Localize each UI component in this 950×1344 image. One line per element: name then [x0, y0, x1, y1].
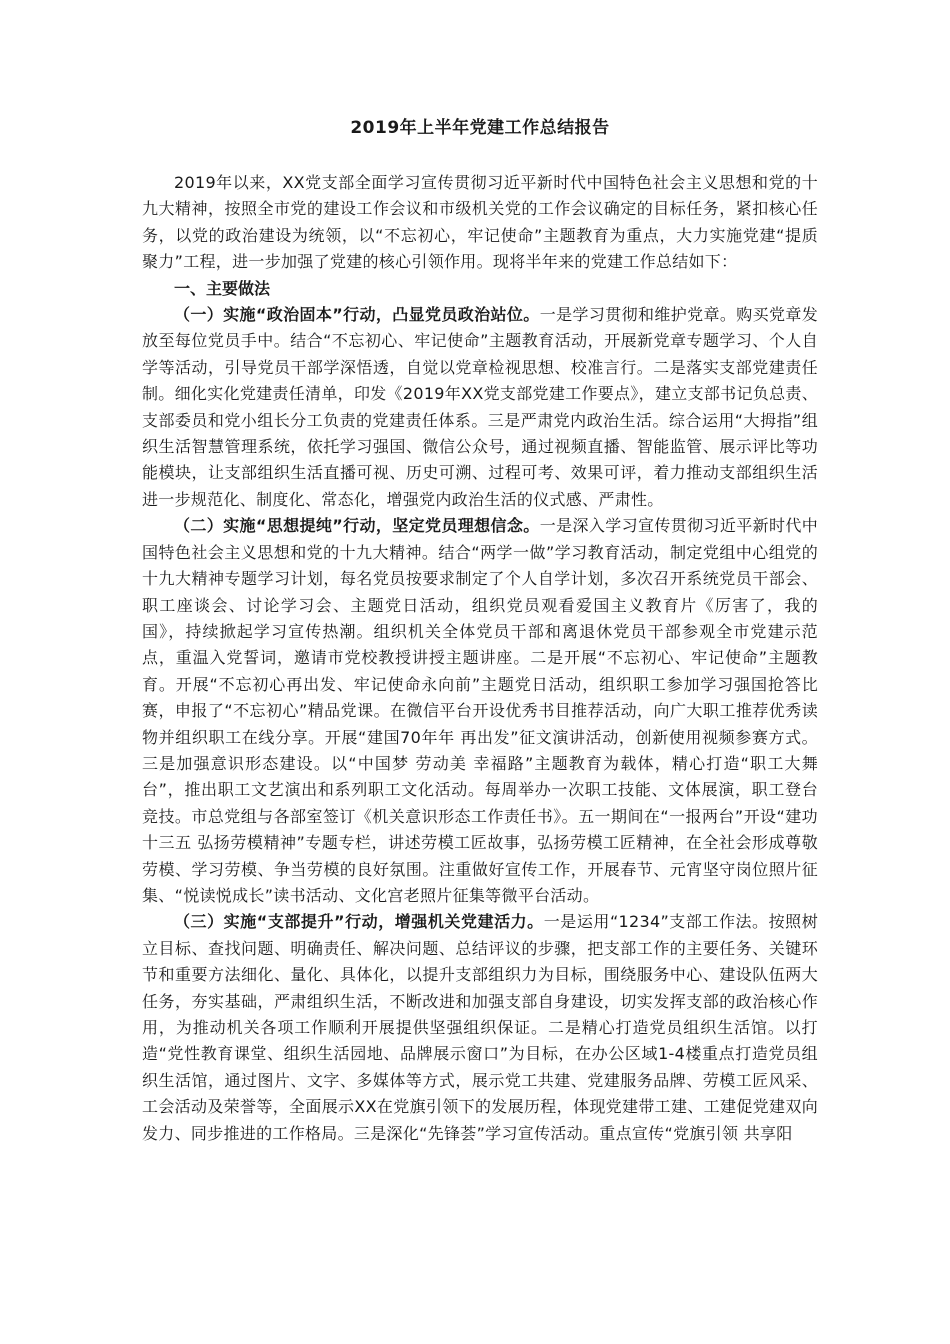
- item-lead-2: （二）实施“思想提纯”行动，坚定党员理想信念。: [174, 516, 540, 536]
- item-body-2: 一是深入学习宣传贯彻习近平新时代中国特色社会主义思想和党的十九大精神。结合“两学一做”学习教育活动，制定党组中心组党的十九大精神专题学习计划，每名党员按要求制定了个人自学计划，多次召开系统党员干部会、职工座谈会、讨论学习会、主题党日活动，组织党员观看爱国主义教育片《厉害了，我的国》，持续掀起学习宣传热潮。组织机关全体党员干部和离退休党员干部参观全市党建示范点，重温入党誓词，邀请市党校教授讲授主题讲座。二是开展“不忘初心、牢记使命”主题教育。开展“不忘初心再出发、牢记使命永向前”主题党日活动，组织职工参加学习强国抢答比赛，申报了“不忘初心”精品党课。在微信平台开设优秀书目推荐活动，向广大职工推荐优秀读物并组织职工在线分享。开展“建国70年年 再出发”征文演讲活动，创新使用视频参赛方式。三是加强意识形态建设。以“中国梦 劳动美 幸福路”主题教育为载体，精心打造“职工大舞台”，推出职工文艺演出和系列职工文化活动。每周举办一次职工技能、文体展演，职工登台竞技。市总党组与各部室签订《机关意识形态工作责任书》。五一期间在“一报两台”开设“建功十三五 弘扬劳模精神”专题专栏，讲述劳模工匠故事，弘扬劳模工匠精神，在全社会形成尊敬劳模、学习劳模、争当劳模的良好氛围。注重做好宣传工作，开展春节、元宵坚守岗位照片征集、“悦读悦成长”读书活动、文化宫老照片征集等微平台活动。: [142, 516, 818, 905]
- intro-paragraph: 2019年以来，XX党支部全面学习宣传贯彻习近平新时代中国特色社会主义思想和党的十九大精神，按照全市党的建设工作会议和市级机关党的工作会议确定的目标任务，紧扣核心任务，以党的政治建设为统领，以“不忘初心，牢记使命”主题教育为重点，大力实施党建“提质聚力”工程，进一步加强了党建的核心引领作用。现将半年来的党建工作总结如下：: [142, 173, 818, 272]
- item-body-3: 一是运用“1234”支部工作法。按照树立目标、查找问题、明确责任、解决问题、总结评议的步骤，把支部工作的主要任务、关键环节和重要方法细化、量化、具体化，以提升支部组织力为目标，围绕服务中心、建设队伍两大任务，夯实基础，严肃组织生活，不断改进和加强支部自身建设，切实发挥支部的政治核心作用，为推动机关各项工作顺利开展提供坚强组织保证。二是精心打造党员组织生活馆。以打造“党性教育课堂、组织生活园地、品牌展示窗口”为目标，在办公区域1-4楼重点打造党员组织生活馆，通过图片、文字、多媒体等方式，展示党工共建、党建服务品牌、劳模工匠风采、工会活动及荣誉等，全面展示XX在党旗引领下的发展历程，体现党建带工建、工建促党建双向发力、同步推进的工作格局。三是深化“先锋荟”学习宣传活动。重点宣传“党旗引领 共享阳: [142, 912, 819, 1143]
- section-heading-main-practices: 一、主要做法: [174, 278, 271, 298]
- document-page: [142, 116, 818, 1147]
- item-lead-3: （三）实施“支部提升”行动，增强机关党建活力。: [174, 912, 544, 932]
- item-lead-1: （一）实施“政治固本”行动，凸显党员政治站位。: [174, 305, 540, 325]
- item-paragraph-3: [142, 909, 818, 1147]
- item-body-1: 一是学习贯彻和维护党章。购买党章发放至每位党员手中。结合“不忘初心、牢记使命”主题教育活动，开展新党章专题学习、个人自学等活动，引导党员干部学深悟透，自觉以党章检视思想、校准言行。二是落实支部党建责任制。细化实化党建责任清单，印发《2019年XX党支部党建工作要点》，建立支部书记负总责、支部委员和党小组长分工负责的党建责任体系。三是严肃党内政治生活。综合运用“大拇指”组织生活智慧管理系统，依托学习强国、微信公众号，通过视频直播、智能监管、展示评比等功能模块，让支部组织生活直播可视、历史可溯、过程可考、效果可评，着力推动支部组织生活进一步规范化、制度化、常态化，增强党内政治生活的仪式感、严肃性。: [142, 305, 818, 509]
- item-paragraph-1: [142, 302, 818, 513]
- item-paragraph-2: [142, 513, 818, 909]
- document-title: 2019年上半年党建工作总结报告: [350, 118, 610, 138]
